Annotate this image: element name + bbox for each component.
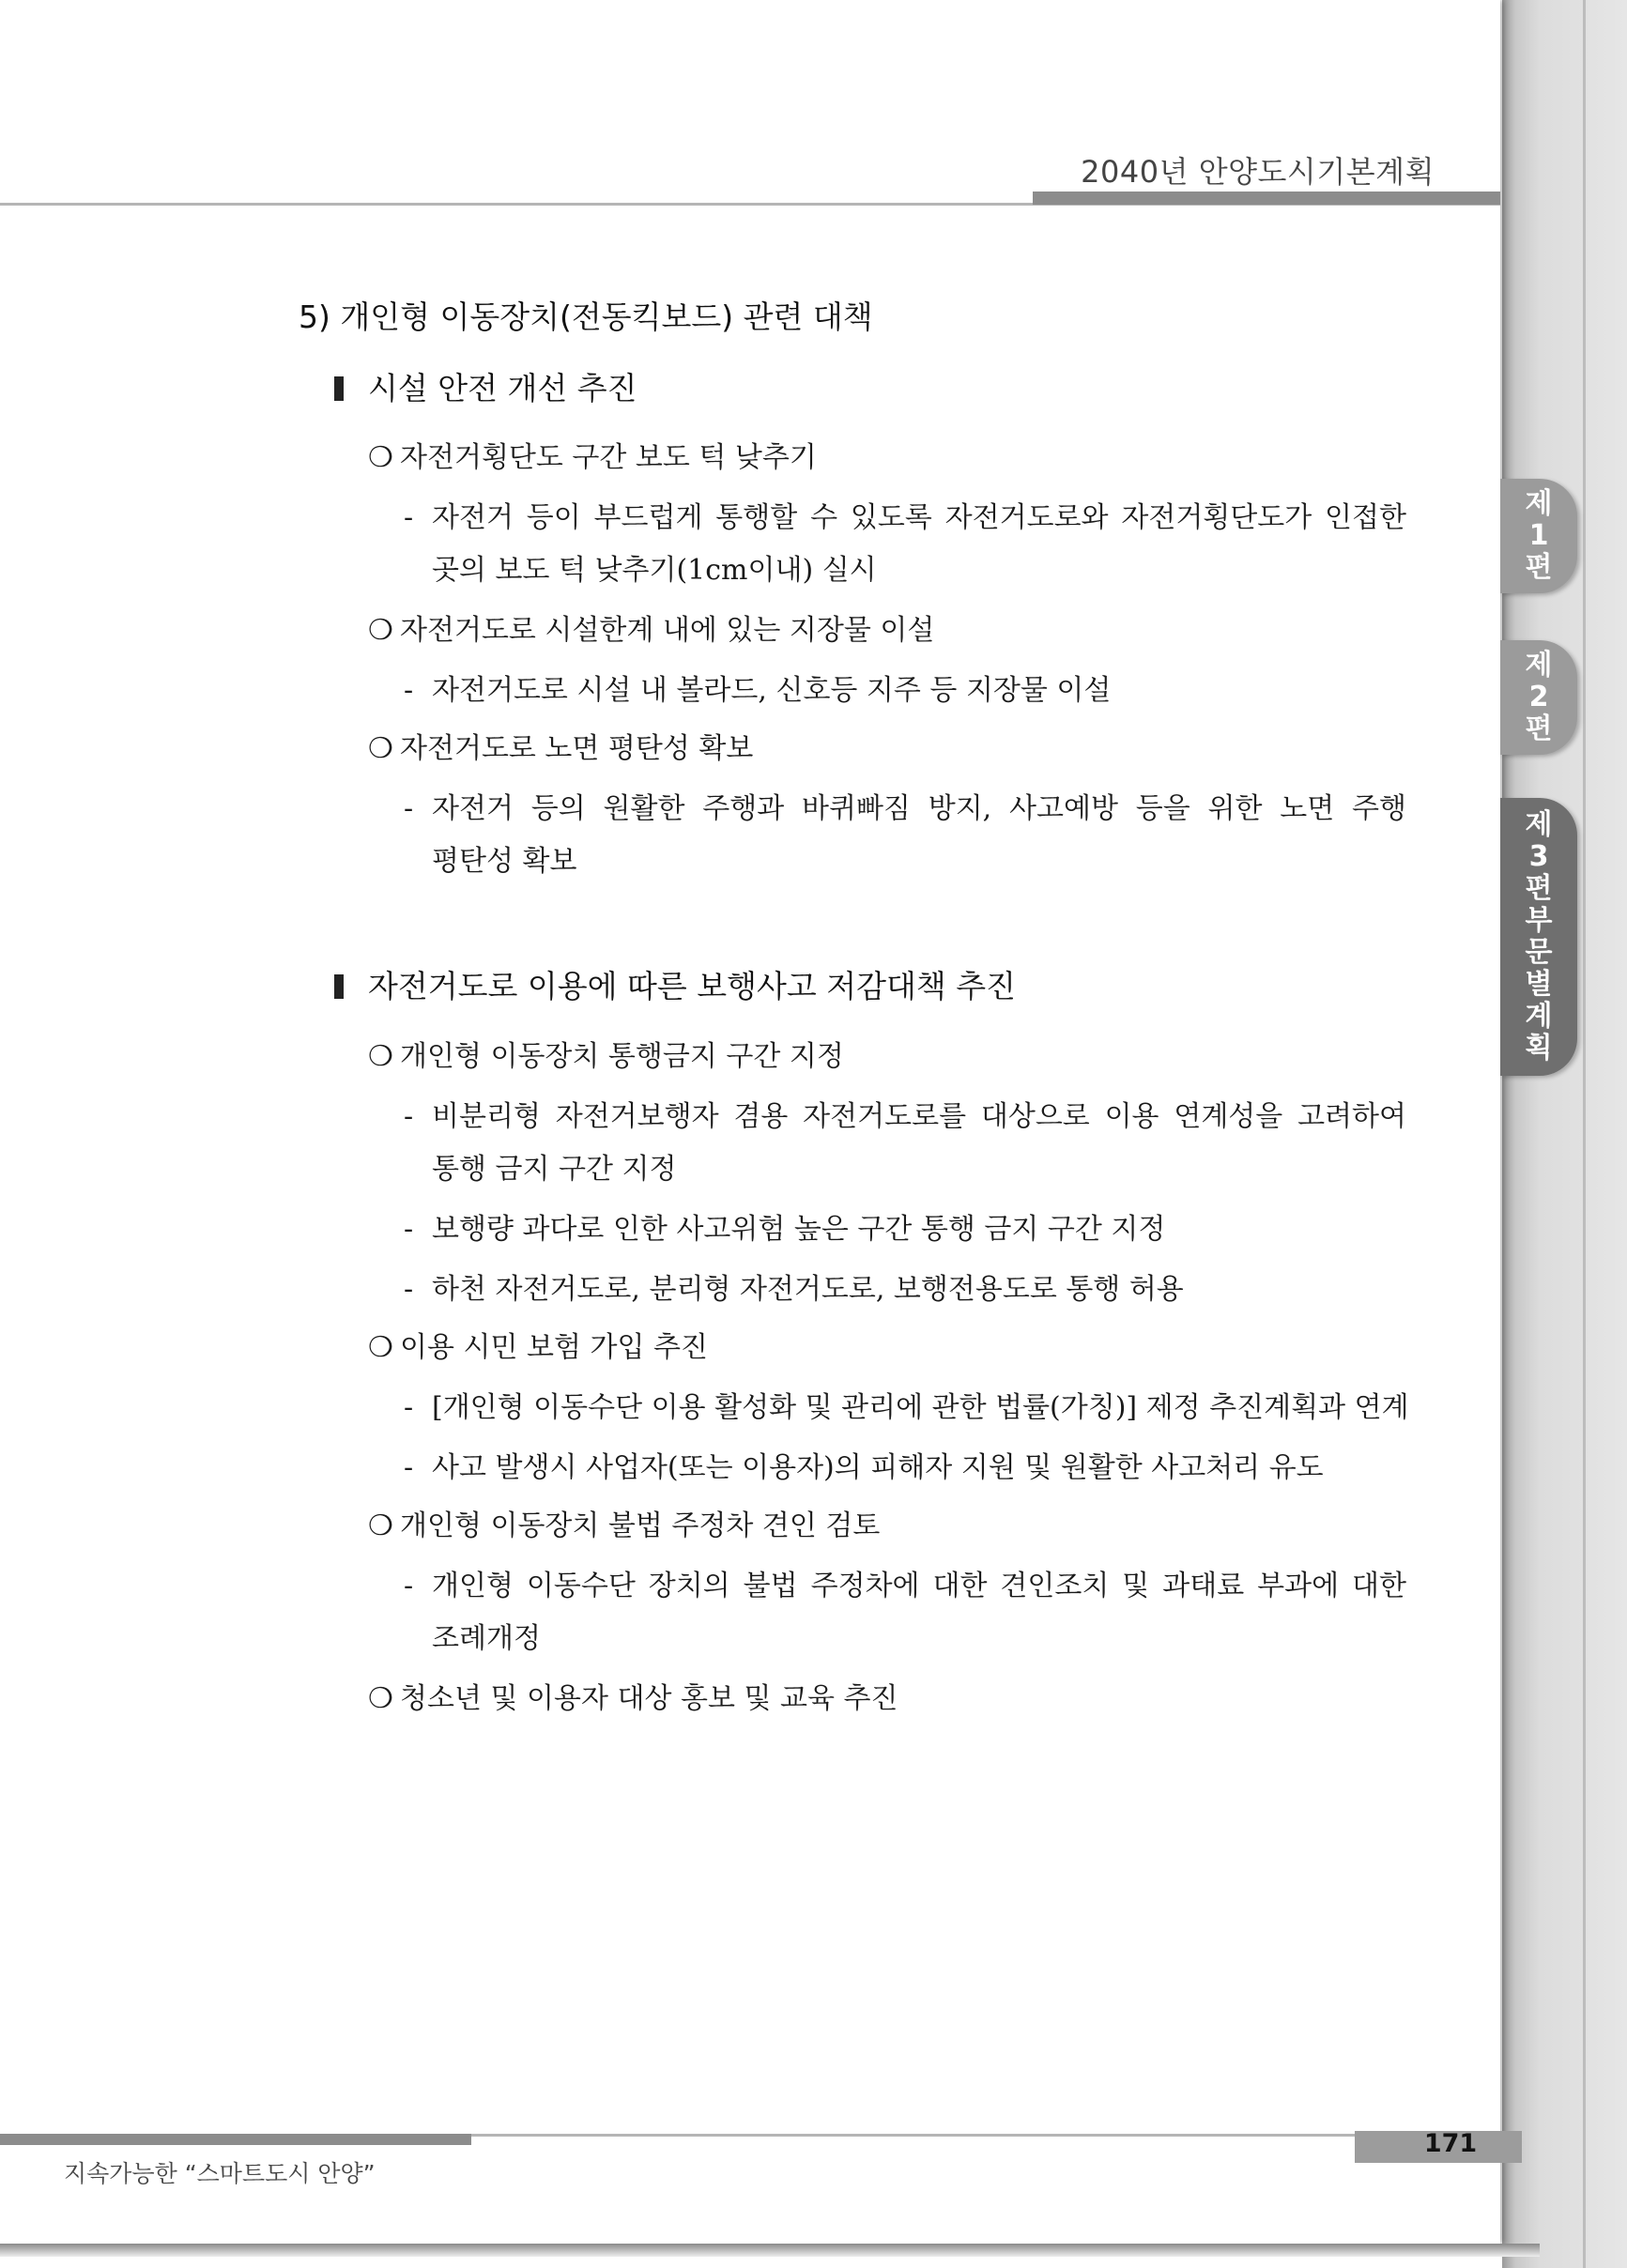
page-stack-edge xyxy=(1502,0,1627,2268)
dash-item xyxy=(404,494,1406,535)
dash-bullet: - xyxy=(404,1570,414,1602)
dash-item xyxy=(404,1562,1406,1603)
header-title: 2040년 안양도시기본계획 xyxy=(1081,154,1435,190)
dash-bullet: - xyxy=(404,501,414,534)
circle-item-text: 자전거횡단도 구간 보도 턱 낮추기 xyxy=(400,441,817,474)
dash-bullet: - xyxy=(404,1273,414,1306)
chapter-tab-2[interactable] xyxy=(1500,640,1577,755)
circle-item xyxy=(368,1502,880,1543)
tab-char: 제 xyxy=(1525,649,1553,682)
tab-char: 3 xyxy=(1528,840,1549,873)
circle-item-text: 개인형 이동장치 불법 주정차 견인 검토 xyxy=(400,1509,881,1542)
dash-bullet: - xyxy=(404,1213,414,1246)
heading-bar-marker xyxy=(334,974,344,999)
dash-item xyxy=(404,1093,1406,1134)
heading-text: 시설 안전 개선 추진 xyxy=(368,370,637,406)
dash-item-continuation: 곳의 보도 턱 낮추기(1cm이내) 실시 xyxy=(432,554,877,587)
circle-item-text: 자전거도로 노면 평탄성 확보 xyxy=(400,732,754,765)
chapter-tab-1[interactable] xyxy=(1500,479,1577,593)
circle-item xyxy=(368,725,753,766)
circle-item-text: 자전거도로 시설한계 내에 있는 지장물 이설 xyxy=(400,614,935,647)
chapter-tab-3-active[interactable] xyxy=(1500,798,1577,1076)
circle-bullet-icon: ❍ xyxy=(368,1682,393,1715)
dash-bullet: - xyxy=(404,792,414,825)
circle-item xyxy=(368,434,817,475)
tab-char: 획 xyxy=(1525,1032,1553,1065)
tab-char: 부 xyxy=(1525,904,1553,937)
dash-item-text: 하천 자전거도로, 분리형 자전거도로, 보행전용도로 통행 허용 xyxy=(432,1273,1184,1306)
circle-bullet-icon: ❍ xyxy=(368,1331,393,1364)
heading-text: 자전거도로 이용에 따른 보행사고 저감대책 추진 xyxy=(368,968,1017,1004)
dash-item-continuation: 조례개정 xyxy=(432,1622,541,1655)
circle-item xyxy=(368,1324,708,1365)
section-title: 5) 개인형 이동장치(전동킥보드) 관련 대책 xyxy=(299,299,873,335)
dash-item-text: 사고 발생시 사업자(또는 이용자)의 피해자 지원 및 원활한 사고처리 유도 xyxy=(432,1451,1324,1484)
circle-bullet-icon: ❍ xyxy=(368,1040,393,1073)
circle-bullet-icon: ❍ xyxy=(368,441,393,474)
dash-item xyxy=(404,667,1111,708)
heading-pedestrian-accident xyxy=(334,962,1016,1006)
dash-item-continuation: 통행 금지 구간 지정 xyxy=(432,1153,677,1186)
tab-char: 별 xyxy=(1525,968,1553,1001)
dash-item-text: 보행량 과다로 인한 사고위험 높은 구간 통행 금지 구간 지정 xyxy=(432,1213,1166,1246)
tab-char: 2 xyxy=(1528,681,1549,713)
heading-facility-safety xyxy=(334,364,637,408)
heading-bar-marker xyxy=(334,376,344,401)
dash-item xyxy=(404,1205,1165,1247)
dash-item-text: 자전거 등이 부드럽게 통행할 수 있도록 자전거도로와 자전거횡단도가 인접한 xyxy=(432,501,1406,534)
footer-tagline: 지속가능한 “스마트도시 안양” xyxy=(64,2160,376,2187)
dash-item xyxy=(404,785,1406,826)
tab-char: 1 xyxy=(1528,519,1549,552)
circle-item-text: 이용 시민 보험 가입 추진 xyxy=(400,1331,708,1364)
circle-bullet-icon: ❍ xyxy=(368,614,393,647)
tab-char: 제 xyxy=(1525,487,1553,520)
dash-item-text: 자전거도로 시설 내 볼라드, 신호등 지주 등 지장물 이설 xyxy=(432,674,1112,707)
dash-bullet: - xyxy=(404,1451,414,1484)
dash-bullet: - xyxy=(404,1391,414,1424)
dash-item-text: [개인형 이동수단 이용 활성화 및 관리에 관한 법률(가칭)] 제정 추진계획과 연계 xyxy=(432,1391,1409,1424)
circle-item xyxy=(368,1033,844,1074)
dash-bullet: - xyxy=(404,674,414,707)
circle-bullet-icon: ❍ xyxy=(368,732,393,765)
tab-char: 제 xyxy=(1525,808,1553,841)
dash-item-text: 비분리형 자전거보행자 겸용 자전거도로를 대상으로 이용 연계성을 고려하여 xyxy=(432,1100,1406,1133)
dash-item xyxy=(404,1384,1409,1425)
dash-item-text: 개인형 이동수단 장치의 불법 주정차에 대한 견인조치 및 과태료 부과에 대한 xyxy=(432,1570,1406,1602)
dash-item xyxy=(404,1444,1324,1485)
circle-item xyxy=(368,606,934,648)
page-number: 171 xyxy=(1423,2129,1478,2158)
circle-item xyxy=(368,1675,898,1716)
tab-char: 문 xyxy=(1525,936,1553,969)
dash-item-continuation: 평탄성 확보 xyxy=(432,845,577,878)
circle-item-text: 개인형 이동장치 통행금지 구간 지정 xyxy=(400,1040,844,1073)
tab-char: 계 xyxy=(1525,1000,1553,1033)
dash-bullet: - xyxy=(404,1100,414,1133)
dash-item xyxy=(404,1265,1184,1307)
footer-rule-accent xyxy=(0,2134,471,2145)
tab-char: 편 xyxy=(1525,872,1553,905)
page-bottom-shadow xyxy=(0,2244,1540,2257)
circle-item-text: 청소년 및 이용자 대상 홍보 및 교육 추진 xyxy=(400,1682,898,1715)
dash-item-text: 자전거 등의 원활한 주행과 바퀴빠짐 방지, 사고예방 등을 위한 노면 주행 xyxy=(432,792,1406,825)
circle-bullet-icon: ❍ xyxy=(368,1509,393,1542)
tab-char: 편 xyxy=(1525,713,1553,745)
header-rule-accent xyxy=(1033,192,1500,205)
tab-char: 편 xyxy=(1525,551,1553,584)
